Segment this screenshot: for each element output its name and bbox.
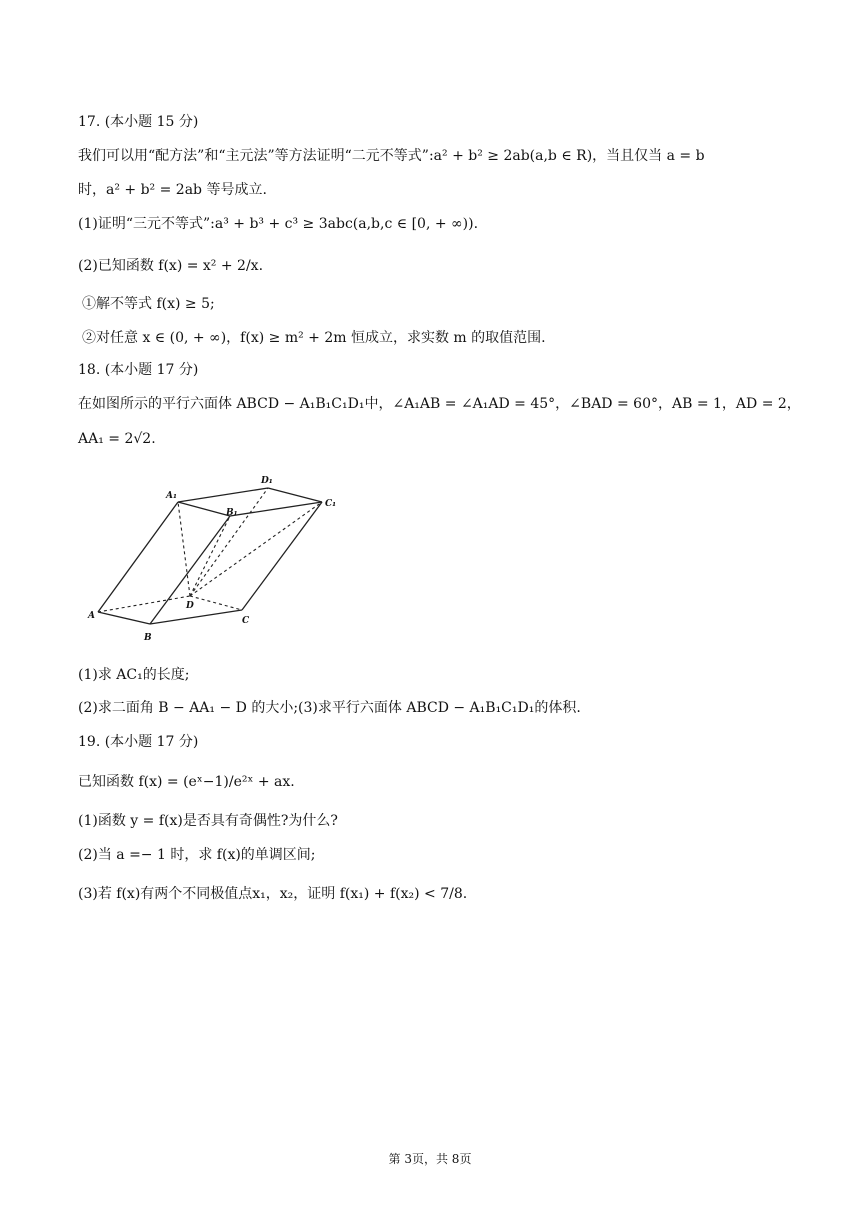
label-B1: B₁ — [226, 508, 238, 518]
q19-header: 19. (本小题 17 分) — [78, 734, 199, 750]
edge-BC — [150, 610, 242, 624]
q19-part2: (2)当 a =− 1 时，求 f(x)的单调区间; — [78, 847, 316, 863]
label-A1: A₁ — [166, 491, 177, 501]
q18-part2: (2)求二面角 B − AA₁ − D 的大小;(3)求平行六面体 ABCD − A₁B₁C₁D₁的体积. — [78, 700, 581, 716]
edge-A1B1 — [178, 502, 230, 516]
q18-header: 18. (本小题 17 分) — [78, 362, 199, 378]
segment-DA1 — [178, 502, 190, 596]
q17-sub1: ①解不等式 f(x) ≥ 5; — [82, 296, 215, 312]
edge-B1C1 — [230, 502, 322, 516]
parallelepiped-figure — [86, 468, 351, 646]
edge-D1C1 — [268, 488, 322, 502]
q18-stem-line2: AA₁ = 2√2. — [78, 431, 156, 447]
q17-sub2: ②对任意 x ∈ (0, + ∞)，f(x) ≥ m² + 2m 恒成立，求实数 m 的取值范围. — [82, 330, 546, 346]
q19-stem: 已知函数 f(x) = (eˣ−1)/e²ˣ + ax. — [78, 774, 295, 790]
edge-DD1 — [190, 488, 268, 596]
q18-part1: (1)求 AC₁的长度; — [78, 667, 190, 683]
q19-part1: (1)函数 y = f(x)是否具有奇偶性?为什么? — [78, 813, 338, 829]
q17-part1: (1)证明“三元不等式”:a³ + b³ + c³ ≥ 3abc(a,b,c ∈ [0, + ∞)). — [78, 216, 479, 232]
label-A: A — [88, 611, 95, 621]
edge-A1D1 — [178, 488, 268, 502]
label-C1: C₁ — [325, 499, 337, 509]
q17-header: 17. (本小题 15 分) — [78, 114, 199, 130]
segment-DC1 — [190, 502, 322, 596]
edge-AA1 — [98, 502, 178, 612]
label-D: D — [186, 601, 194, 611]
q18-stem-line1: 在如图所示的平行六面体 ABCD − A₁B₁C₁D₁中，∠A₁AB = ∠A₁AD = 45°，∠BAD = 60°，AB = 1，AD = 2， — [78, 396, 801, 412]
label-B: B — [144, 633, 152, 643]
edge-CC1 — [242, 502, 322, 610]
edge-AD — [98, 596, 190, 612]
page-footer: 第 3页，共 8页 — [388, 1152, 472, 1166]
edge-DC — [190, 596, 242, 610]
q19-part3: (3)若 f(x)有两个不同极值点x₁，x₂，证明 f(x₁) + f(x₂) < 7/8. — [78, 886, 468, 902]
segment-DB1 — [190, 516, 230, 596]
q17-part2: (2)已知函数 f(x) = x² + 2/x. — [78, 258, 264, 274]
label-C: C — [242, 616, 250, 626]
q17-stem-line1: 我们可以用“配方法”和“主元法”等方法证明“二元不等式”:a² + b² ≥ 2ab(a,b ∈ R)，当且仅当 a = b — [78, 148, 705, 164]
label-D1: D₁ — [261, 476, 273, 486]
q17-stem-line2: 时，a² + b² = 2ab 等号成立. — [78, 182, 267, 198]
edge-AB — [98, 612, 150, 624]
